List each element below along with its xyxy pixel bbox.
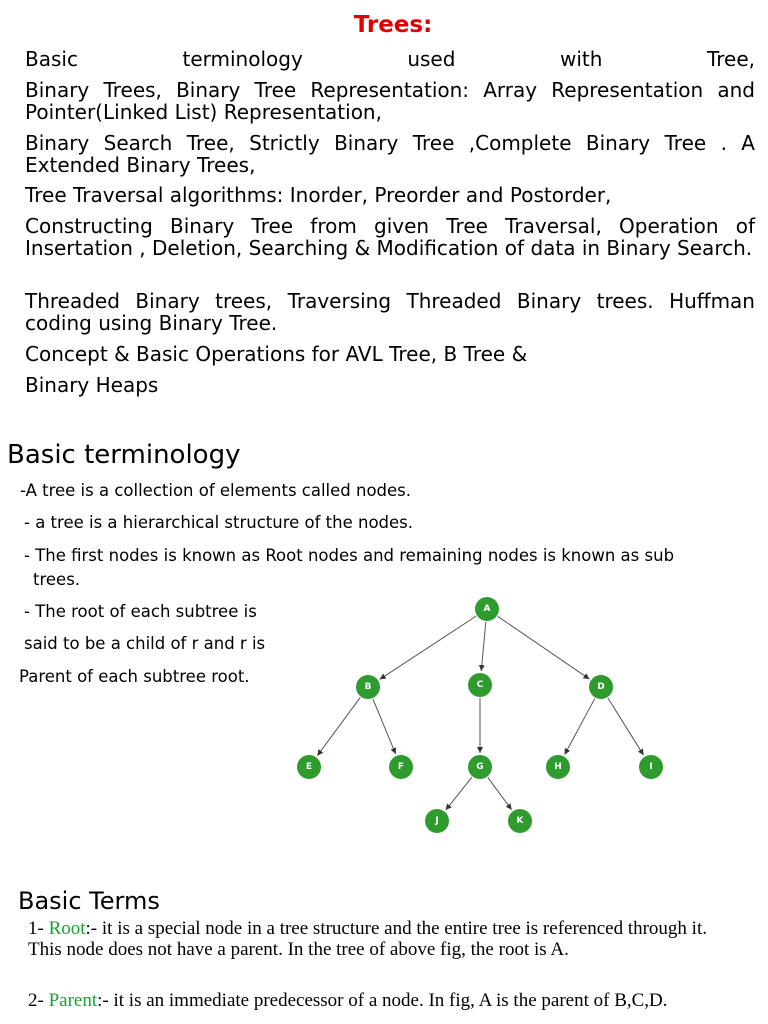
tree-edge-g-k [488, 777, 512, 809]
tree-node-label: E [305, 762, 313, 772]
tree-node-f [389, 755, 413, 779]
tree-node-label: G [476, 762, 484, 772]
topic-item: Binary Search Tree, Strictly Binary Tree ,Complete Binary Tree . A Extended Binary Trees, [25, 131, 755, 177]
tree-node-label: B [364, 682, 372, 692]
term-text: :- it is an immediate predecessor of a node. In fig, A is the parent of B,C,D. [97, 990, 668, 1011]
term-number: 1- [28, 918, 49, 939]
terminology-bullet: trees. [33, 570, 81, 589]
page-title: Trees: [353, 12, 433, 38]
topic-item: Binary Trees, Binary Tree Representation: Array Representation and Pointer(Linked List) Representation, [25, 78, 755, 124]
tree-edge-d-i [608, 698, 644, 755]
term-definition-root [28, 918, 728, 960]
tree-edge-d-h [565, 698, 595, 754]
terminology-bullet: - The root of each subtree is [24, 602, 257, 621]
terminology-bullet: - The first nodes is known as Root nodes and remaining nodes is known as sub [24, 546, 675, 565]
section-heading-basic-terms: Basic Terms [18, 887, 160, 915]
topic-item: Tree Traversal algorithms: Inorder, Preorder and Postorder, [25, 183, 612, 207]
section-heading-basic-terminology: Basic terminology [7, 440, 241, 470]
tree-node-c [468, 673, 492, 697]
tree-node-label: A [483, 604, 491, 614]
terminology-bullet: Parent of each subtree root. [19, 667, 250, 686]
term-keyword: Root [48, 918, 86, 939]
tree-node-b [356, 675, 380, 699]
tree-node-label: F [397, 762, 405, 772]
tree-node-label: H [554, 762, 562, 772]
terminology-bullet: - a tree is a hierarchical structure of the nodes. [24, 513, 414, 532]
topic-item: Threaded Binary trees, Traversing Threaded Binary trees. Huffman coding using Binary Tree. [25, 289, 755, 335]
terminology-bullet: -A tree is a collection of elements called nodes. [20, 481, 412, 500]
tree-node-label: K [516, 816, 524, 826]
topic-item: Basic terminology used with Tree, [25, 47, 755, 71]
topic-item: Constructing Binary Tree from given Tree Traversal, Operation of Insertation , Deletion, Searching & Modification of data in Binary Search. [25, 214, 755, 260]
tree-node-label: D [597, 682, 605, 692]
tree-edge-a-c [481, 622, 486, 671]
term-text: :- it is a special node in a tree structure and the entire tree is referenced through it. This node does not have a parent. In the tree of above fig, the root is A. [28, 918, 707, 960]
terminology-bullet: said to be a child of r and r is [24, 634, 266, 653]
tree-edge-b-e [317, 697, 360, 755]
term-keyword: Parent [48, 990, 98, 1011]
tree-node-k [508, 809, 532, 833]
tree-edge-g-j [446, 777, 472, 810]
topic-item: Binary Heaps [25, 373, 159, 397]
tree-node-g [468, 755, 492, 779]
tree-edge-a-b [380, 616, 476, 679]
term-number: 2- [28, 990, 49, 1011]
tree-node-i [639, 755, 663, 779]
tree-node-j [425, 809, 449, 833]
tree-node-label: I [649, 762, 653, 772]
tree-diagram [280, 588, 700, 848]
tree-edge-a-d [498, 616, 590, 679]
tree-node-d [589, 675, 613, 699]
tree-node-e [297, 755, 321, 779]
tree-node-a [475, 597, 499, 621]
tree-node-label: J [435, 816, 439, 826]
topic-item: Concept & Basic Operations for AVL Tree, B Tree & [25, 342, 528, 366]
tree-node-label: C [476, 680, 484, 690]
term-definition-parent [28, 990, 728, 1011]
tree-node-h [546, 755, 570, 779]
tree-edge-b-f [373, 699, 396, 754]
